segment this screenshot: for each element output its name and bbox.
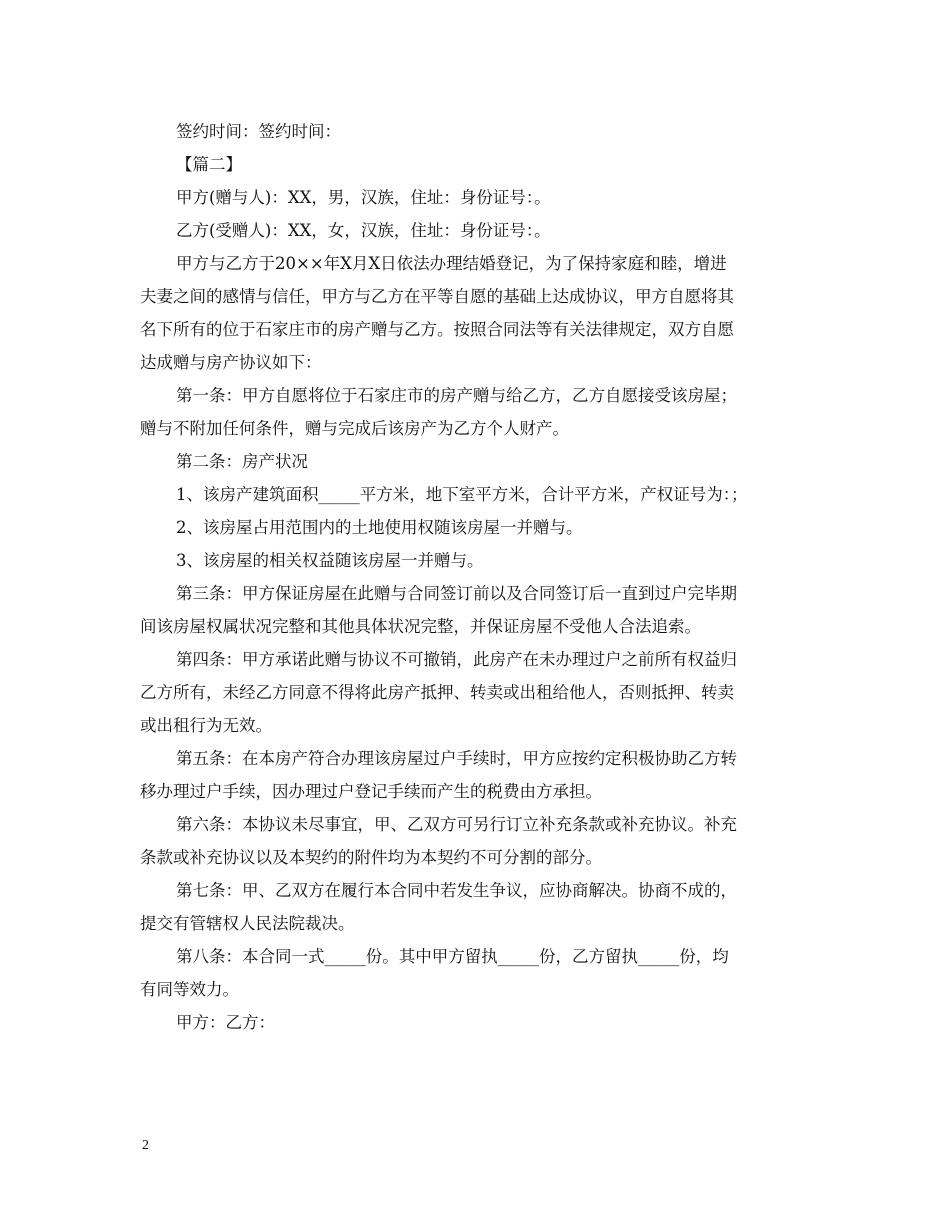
document-line: 3、该房屋的相关权益随该房屋一并赠与。 [176, 551, 484, 570]
document-line: 【篇二】 [176, 155, 242, 174]
document-line: 名下所有的位于石家庄市的房产赠与乙方。按照合同法等有关法律规定，双方自愿 [140, 320, 734, 339]
document-line: 第五条：在本房产符合办理该房屋过户手续时，甲方应按约定积极协助乙方转 [176, 749, 737, 768]
document-line: 第一条：甲方自愿将位于石家庄市的房产赠与给乙方，乙方自愿接受该房屋； [176, 386, 737, 405]
document-line: 1、该房产建筑面积_____平方米，地下室平方米，合计平方米，产权证号为：； [176, 485, 748, 504]
document-line: 第八条：本合同一式_____份。其中甲方留执_____份，乙方留执_____份，均 [176, 947, 729, 966]
document-line: 赠与不附加任何条件，赠与完成后该房产为乙方个人财产。 [140, 419, 569, 438]
document-line: 移办理过户手续，因办理过户登记手续而产生的税费由方承担。 [140, 782, 602, 801]
document-line: 第四条：甲方承诺此赠与协议不可撤销，此房产在未办理过户之前所有权益归 [176, 650, 737, 669]
document-line: 达成赠与房产协议如下： [140, 353, 322, 372]
document-line: 2、该房屋占用范围内的土地使用权随该房屋一并赠与。 [176, 518, 583, 537]
document-line: 夫妻之间的感情与信任，甲方与乙方在平等自愿的基础上达成协议，甲方自愿将其 [140, 287, 734, 306]
document-line: 乙方所有，未经乙方同意不得将此房产抵押、转卖或出租给他人，否则抵押、转卖 [140, 683, 734, 702]
document-body [140, 115, 830, 1039]
document-line: 间该房屋权属状况完整和其他具体状况完整，并保证房屋不受他人合法追索。 [140, 617, 701, 636]
document-line: 甲方：乙方： [176, 1013, 275, 1032]
document-line: 或出租行为无效。 [140, 716, 272, 735]
document-line: 乙方(受赠人)：XX，女，汉族，住址：身份证号：。 [176, 221, 551, 240]
document-line: 条款或补充协议以及本契约的附件均为本契约不可分割的部分。 [140, 848, 602, 867]
document-line: 有同等效力。 [140, 980, 239, 999]
document-line: 第七条：甲、乙双方在履行本合同中若发生争议，应协商解决。协商不成的， [176, 881, 737, 900]
document-line: 第二条：房产状况 [176, 452, 308, 471]
document-line: 第三条：甲方保证房屋在此赠与合同签订前以及合同签订后一直到过户完毕期 [176, 584, 737, 603]
page-number: 2 [142, 1138, 149, 1153]
document-line: 签约时间：签约时间： [176, 122, 341, 141]
document-line: 提交有管辖权人民法院裁决。 [140, 914, 355, 933]
document-line: 第六条：本协议未尽事宜，甲、乙双方可另行订立补充条款或补充协议。补充 [176, 815, 737, 834]
document-line: 甲方(赠与人)：XX，男，汉族，住址：身份证号：。 [176, 188, 551, 207]
document-line: 甲方与乙方于20××年X月X日依法办理结婚登记，为了保持家庭和睦，增进 [176, 254, 727, 273]
